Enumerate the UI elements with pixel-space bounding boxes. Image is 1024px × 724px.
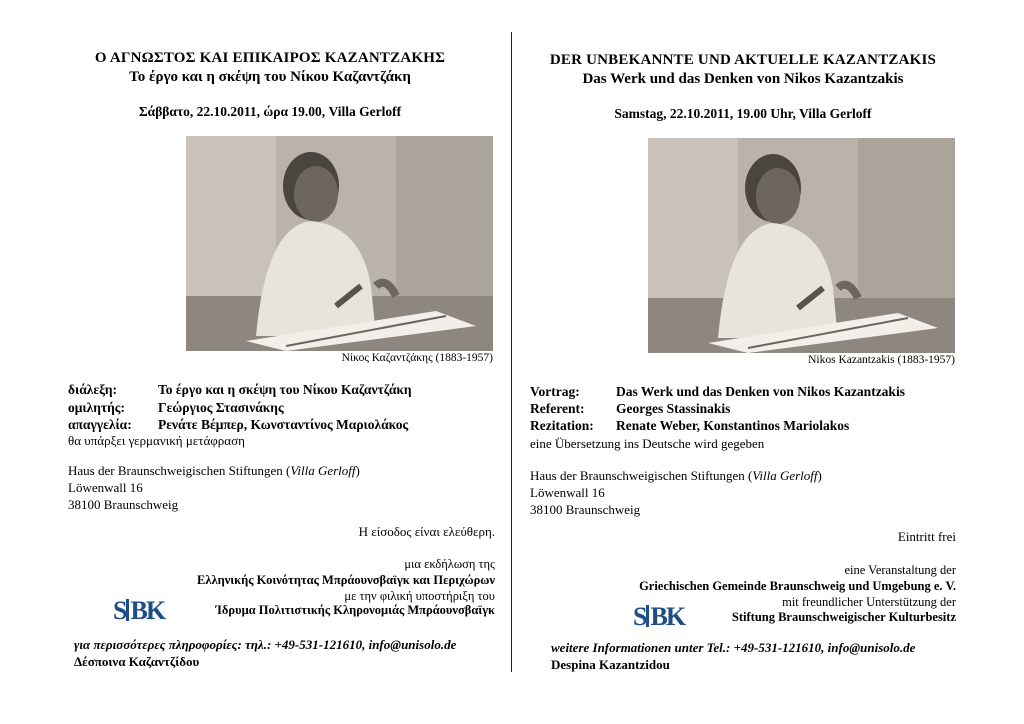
german-portrait-photo xyxy=(648,138,955,353)
german-admission: Eintritt frei xyxy=(897,529,956,544)
german-photo-caption: Nikos Kazantzakis (1883-1957) xyxy=(808,354,955,366)
greek-program-value: Γεώργιος Στασινάκης xyxy=(158,400,284,415)
address-line-2: Löwenwall 16 xyxy=(530,485,605,500)
sbk-logo: S BK xyxy=(633,602,685,631)
greek-program-value: Το έργο και η σκέψη του Νίκου Καζαντζάκη xyxy=(158,382,412,397)
german-organizer: Griechischen Gemeinde Braunschweig und Umgebung e. V. xyxy=(639,579,956,593)
portrait-photo-icon xyxy=(648,138,955,353)
german-organizer-block xyxy=(513,562,956,610)
portrait-photo-icon xyxy=(186,136,493,351)
greek-program-row xyxy=(68,417,409,433)
german-subtitle: Das Werk und das Denken von Nikos Kazantzakis xyxy=(582,71,904,87)
german-program-row xyxy=(530,384,905,400)
greek-program-row xyxy=(68,382,412,398)
greek-more-info: για περισσότερες πληροφορίες: τηλ.: +49-531-121610, info@unisolo.de xyxy=(74,637,457,652)
german-support-intro: mit freundlicher Unterstützung der xyxy=(782,595,956,609)
greek-translation-note: θα υπάρξει γερμανική μετάφραση xyxy=(68,433,245,448)
greek-support-intro: με την φιλική υποστήριξη του xyxy=(344,589,495,603)
german-program-value: Georges Stassinakis xyxy=(616,401,731,416)
greek-photo-caption: Νίκος Καζαντζάκης (1883-1957) xyxy=(341,352,493,364)
address-line-3: 38100 Braunschweig xyxy=(68,497,179,512)
center-divider xyxy=(511,32,512,672)
greek-program-label: απαγγελία: xyxy=(68,417,132,432)
german-program-row xyxy=(530,418,850,434)
greek-sponsor: Ίδρυμα Πολιτιστικής Κληρονομιάς Μπράουνσβαϊγκ xyxy=(215,603,495,617)
german-more-info: weitere Informationen unter Tel.: +49-531-121610, info@unisolo.de xyxy=(551,640,916,655)
german-organizer-intro: eine Veranstaltung der xyxy=(844,563,956,577)
greek-admission: Η είσοδος είναι ελεύθερη. xyxy=(358,524,495,539)
german-title: DER UNBEKANNTE UND AKTUELLE KAZANTZAKIS xyxy=(549,52,937,68)
greek-portrait-photo xyxy=(186,136,493,351)
german-translation-note: eine Übersetzung ins Deutsche wird gegeben xyxy=(530,436,765,451)
german-program-label: Rezitation: xyxy=(530,418,594,433)
german-contact-name: Despina Kazantzidou xyxy=(551,657,670,672)
greek-program-value: Ρενάτε Βέμπερ, Κωνσταντίνος Μαριολάκος xyxy=(158,417,409,432)
greek-program-row xyxy=(68,400,284,416)
sbk-logo: S BK xyxy=(113,596,165,625)
greek-address xyxy=(68,462,360,513)
greek-title: Ο ΑΓΝΩΣΤΟΣ ΚΑΙ ΕΠΙΚΑΙΡΟΣ ΚΑΖΑΝΤΖΑΚΗΣ xyxy=(94,50,446,66)
german-program-value: Renate Weber, Konstantinos Mariolakos xyxy=(616,418,850,433)
greek-organizer: Ελληνικής Κοινότητας Μπράουνσβαϊγκ και Περιχώρων xyxy=(197,573,495,587)
greek-program-label: ομιλητής: xyxy=(68,400,125,415)
german-panel xyxy=(513,0,1013,724)
german-sponsor: Stiftung Braunschweigischer Kulturbesitz xyxy=(731,610,956,624)
address-line-1: Haus der Braunschweigischen Stiftungen (Villa Gerloff) xyxy=(68,463,360,478)
greek-organizer-intro: μια εκδήλωση της xyxy=(404,557,495,571)
german-program-value: Das Werk und das Denken von Nikos Kazantzakis xyxy=(616,384,905,399)
german-program-label: Vortrag: xyxy=(530,384,580,399)
address-line-3: 38100 Braunschweig xyxy=(530,502,641,517)
greek-subtitle: Το έργο και η σκέψη του Νίκου Καζαντζάκη xyxy=(129,69,411,85)
german-program-row xyxy=(530,401,731,417)
german-address xyxy=(530,467,822,518)
address-line-2: Löwenwall 16 xyxy=(68,480,143,495)
greek-panel xyxy=(0,0,500,724)
greek-date-line: Σάββατο, 22.10.2011, ώρα 19.00, Villa Gerloff xyxy=(138,104,402,119)
german-program-label: Referent: xyxy=(530,401,585,416)
greek-contact-name: Δέσποινα Καζαντζίδου xyxy=(74,654,200,669)
greek-program-label: διάλεξη: xyxy=(68,382,118,397)
german-date-line: Samstag, 22.10.2011, 19.00 Uhr, Villa Gerloff xyxy=(614,106,872,121)
address-line-1: Haus der Braunschweigischen Stiftungen (Villa Gerloff) xyxy=(530,468,822,483)
